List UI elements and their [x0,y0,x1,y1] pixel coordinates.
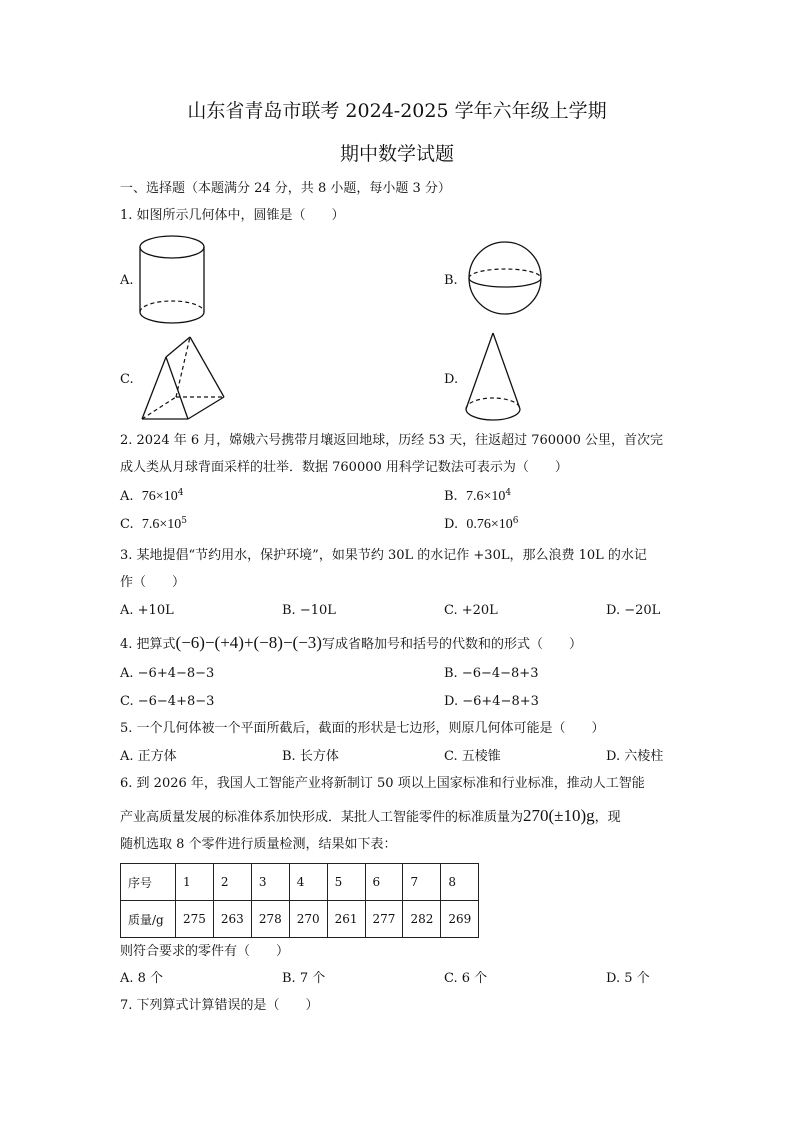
table-header-mass: 质量/g [121,901,176,938]
section-heading: 一、选择题（本题满分 24 分，共 8 小题，每小题 3 分） [120,181,451,196]
q6-standard-mass: 270(±10)g [523,806,595,825]
q6-stem-line1: 6. 到 2026 年，我国人工智能产业将新制订 50 项以上国家标准和行业标准，推动人工智能 [120,776,645,791]
q6-stem-line3: 随机选取 8 个零件进行质量检测，结果如下表： [120,837,397,852]
q4-option-c: C. −6−4+8−3 [120,694,215,709]
q3-option-b: B. −10L [282,603,336,618]
table-cell: 261 [327,901,365,938]
q2-option-a: A. $76\times 10^4$ [120,488,184,504]
table-cell: 3 [251,864,289,901]
q6-after-table: 则符合要求的零件有（ ） [120,944,290,959]
q2-option-c: C. $7.6\times 10^5$ [120,516,188,532]
q3-option-a: A. +10L [120,603,174,618]
q3-stem-line1: 3. 某地提倡“节约用水，保护环境”，如果节约 30L 的水记作 +30L，那么浪费 10L 的水记 [120,548,647,563]
triangular-prism-icon [140,335,226,421]
q6-stem-line2: 产业高质量发展的标准体系加快形成．某批人工智能零件的标准质量为270(±10)g，现 [120,806,621,825]
q6-mass-table [120,863,479,938]
table-cell: 275 [176,901,214,938]
q5-option-d: D. 六棱柱 [606,749,664,764]
table-cell: 270 [289,901,327,938]
q4-expression: (−6)−(+4)+(−8)−(−3) [175,633,322,652]
table-header-index: 序号 [121,864,176,901]
table-cell: 6 [365,864,403,901]
q4-stem: 4. 把算式(−6)−(+4)+(−8)−(−3)写成省略加号和括号的代数和的形式（ ） [120,633,582,652]
q1-option-a-label: A. [120,273,134,288]
table-cell: 7 [403,864,441,901]
table-cell: 2 [213,864,251,901]
q1-option-c-label: C. [120,372,134,387]
q5-stem: 5. 一个几何体被一个平面所截后，截面的形状是七边形，则原几何体可能是（ ） [120,721,605,736]
table-cell: 1 [176,864,214,901]
table-cell: 4 [289,864,327,901]
table-cell: 269 [441,901,479,938]
table-cell: 282 [403,901,441,938]
table-cell: 278 [251,901,289,938]
q3-option-d: D. −20L [606,603,661,618]
q4-option-d: D. −6+4−8+3 [444,694,539,709]
q1-option-d-label: D. [444,372,459,387]
q6-option-a: A. 8 个 [120,971,164,986]
table-row [121,901,479,938]
table-cell: 5 [327,864,365,901]
table-cell: 263 [213,901,251,938]
table-row [121,864,479,901]
q5-option-a: A. 正方体 [120,749,177,764]
exam-title-line1: 山东省青岛市联考 2024-2025 学年六年级上学期 [187,100,607,122]
q6-option-b: B. 7 个 [282,971,326,986]
q3-option-c: C. +20L [444,603,498,618]
q1-stem: 1. 如图所示几何体中，圆锥是（ ） [120,208,345,223]
q5-option-c: C. 五棱锥 [444,749,501,764]
table-cell: 277 [365,901,403,938]
q2-option-b: B. $7.6\times 10^4$ [444,488,512,504]
q4-option-a: A. −6+4−8−3 [120,666,215,681]
q4-option-b: B. −6−4−8+3 [444,666,539,681]
cone-icon [464,331,522,423]
q5-option-b: B. 长方体 [282,749,339,764]
cylinder-icon [138,234,208,326]
table-cell: 8 [441,864,479,901]
q1-option-b-label: B. [444,273,458,288]
exam-title-line2: 期中数学试题 [339,143,454,165]
q6-option-c: C. 6 个 [444,971,488,986]
q2-stem-line2: 成人类从月球背面采样的壮举．数据 760000 用科学记数法可表示为（ ） [120,460,568,475]
q2-option-d: D. $0.76\times 10^6$ [444,516,519,532]
q6-option-d: D. 5 个 [606,971,650,986]
sphere-icon [467,240,543,316]
q7-stem: 7. 下列算式计算错误的是（ ） [120,998,319,1013]
q3-stem-line2: 作（ ） [120,575,186,590]
q2-stem-line1: 2. 2024 年 6 月，嫦娥六号携带月壤返回地球，历经 53 天，往返超过 760000 公里，首次完 [120,433,663,448]
